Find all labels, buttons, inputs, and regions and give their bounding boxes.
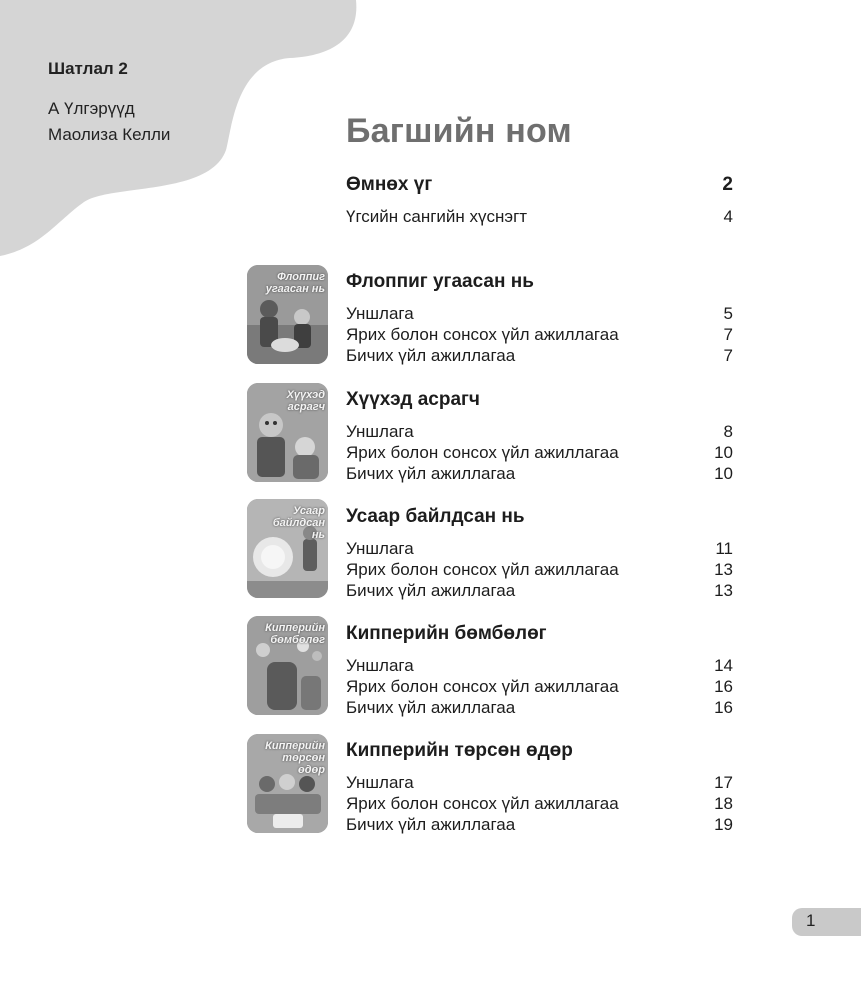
toc-entry-label: Бичих үйл ажиллагаа [346,581,516,600]
cover-title: Кипперийн төрсөн өдөр [265,740,325,776]
toc-entry[interactable] [346,560,733,580]
page-number: 1 [806,911,816,930]
toc-entry-page: 10 [714,443,733,462]
author-name: Маолиза Келли [48,125,171,144]
toc-entry-label: Ярих болон сонсох үйл ажиллагаа [346,677,619,696]
toc-entry[interactable] [346,325,733,345]
level-label: Шатлал 2 [48,59,128,78]
toc-entry-page: 8 [723,422,733,441]
toc-entry-page: 2 [722,174,733,195]
toc-entry-label: Ярих болон сонсох үйл ажиллагаа [346,325,619,344]
toc-entry-page: 19 [714,815,733,834]
toc-entry[interactable] [346,443,733,463]
toc-entry[interactable] [346,304,733,324]
toc-entry[interactable] [346,539,733,559]
book-cover-1 [247,265,328,364]
toc-entry-page: 16 [714,698,733,717]
book-cover-2 [247,383,328,482]
book-title-4[interactable]: Кипперийн бөмбөлөг [346,623,547,644]
toc-entry[interactable] [346,656,733,676]
page-number-tab [792,908,861,936]
toc-entry-label: Ярих болон сонсох үйл ажиллагаа [346,560,619,579]
book-title-5[interactable]: Кипперийн төрсөн өдөр [346,740,573,761]
toc-entry-page: 14 [714,656,733,675]
toc-entry[interactable] [346,677,733,697]
toc-entry-page: 5 [723,304,733,323]
toc-entry[interactable] [346,773,733,793]
toc-entry-label: Бичих үйл ажиллагаа [346,815,516,834]
cover-title: Кипперийн бөмбөлөг [265,622,325,646]
book-cover-5 [247,734,328,833]
toc-entry[interactable] [346,346,733,366]
toc-entry-page: 4 [723,207,733,226]
toc-entry-page: 10 [714,464,733,483]
toc-entry-page: 13 [714,560,733,579]
page-title: Багшийн ном [346,112,572,150]
toc-entry-glossary[interactable] [346,207,733,227]
toc-entry-page: 16 [714,677,733,696]
toc-entry[interactable] [346,698,733,718]
toc-entry-label: Уншлага [346,304,414,323]
toc-entry-label: Ярих болон сонсох үйл ажиллагаа [346,794,619,813]
series-name: А Үлгэрүүд [48,99,135,118]
cover-title: Флоппиг угаасан нь [265,271,325,295]
toc-entry-label: Үгсийн сангийн хүснэгт [346,207,528,226]
toc-entry-label: Бичих үйл ажиллагаа [346,346,516,365]
toc-entry-page: 7 [723,325,733,344]
toc-entry-page: 17 [714,773,733,792]
toc-entry-label: Уншлага [346,422,414,441]
toc-entry[interactable] [346,422,733,442]
toc-entry[interactable] [346,464,733,484]
toc-entry[interactable] [346,815,733,835]
cover-title: Хүүхэд асрагч [286,389,325,413]
book-title-3[interactable]: Усаар байлдсан нь [346,506,525,527]
book-cover-4 [247,616,328,715]
toc-entry-label: Ярих болон сонсох үйл ажиллагаа [346,443,619,462]
toc-entry-page: 18 [714,794,733,813]
toc-entry-label: Уншлага [346,539,414,558]
toc-entry-page: 7 [723,346,733,365]
toc-entry[interactable] [346,794,733,814]
toc-entry-page: 13 [714,581,733,600]
toc-entry[interactable] [346,581,733,601]
toc-entry-label: Бичих үйл ажиллагаа [346,698,516,717]
book-title-2[interactable]: Хүүхэд асрагч [346,389,480,410]
toc-entry-preface[interactable] [346,174,733,196]
toc-entry-label: Уншлага [346,656,414,675]
toc-entry-label: Бичих үйл ажиллагаа [346,464,516,483]
book-cover-3 [247,499,328,598]
toc-entry-label: Өмнөх үг [346,174,433,195]
toc-entry-label: Уншлага [346,773,414,792]
book-title-1[interactable]: Флоппиг угаасан нь [346,271,534,292]
toc-entry-page: 11 [715,539,733,558]
cover-title: Усаар байлдсан нь [272,505,325,541]
